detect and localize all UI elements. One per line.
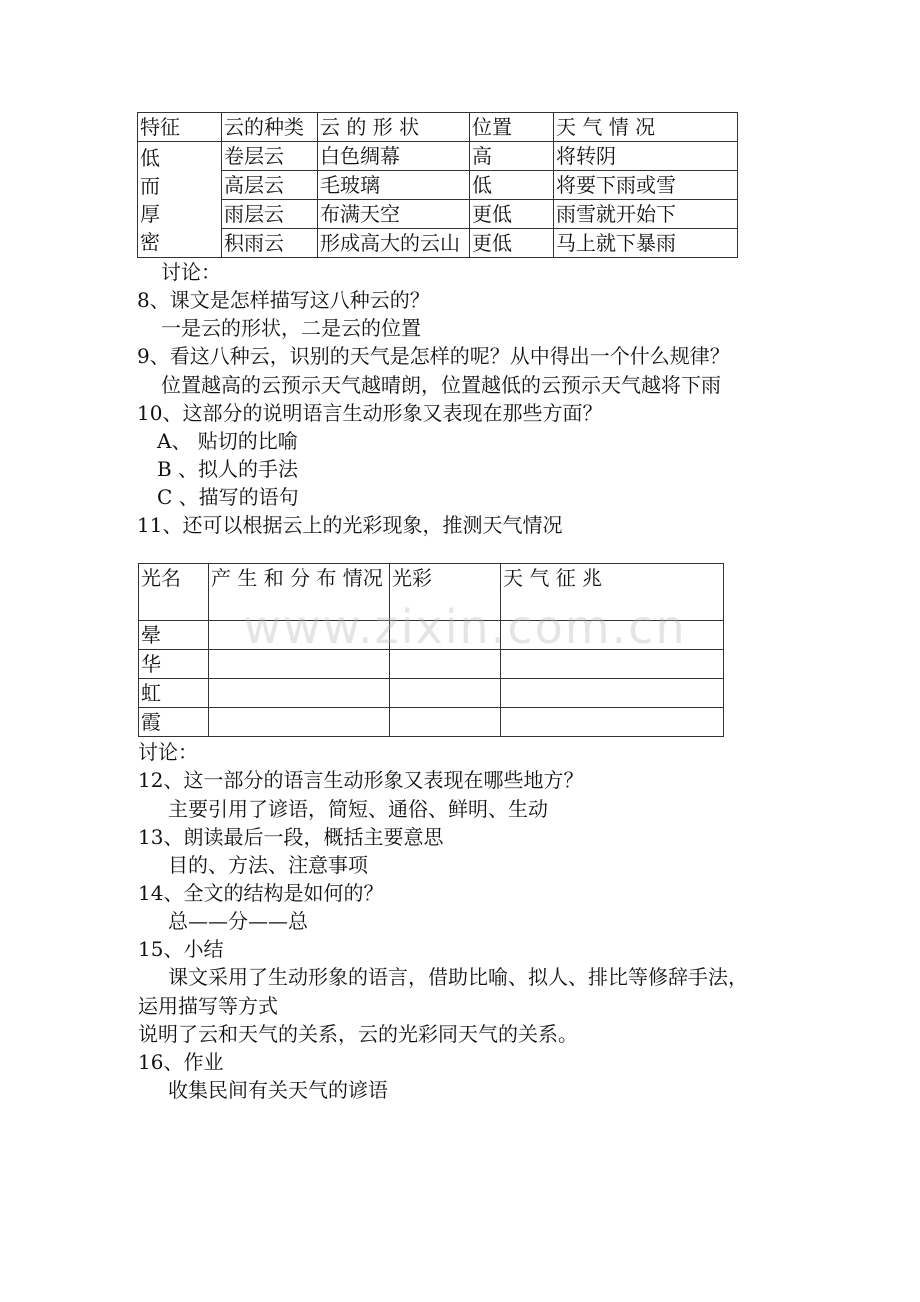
- summary-line-1: 课文采用了生动形象的语言，借助比喻、拟人、排比等修辞手法，: [168, 965, 748, 989]
- table-cell: 虹: [139, 679, 209, 708]
- question-10: 10、这部分的说明语言生动形象又表现在那些方面？: [137, 401, 603, 425]
- watermark: www.zixin.com.cn: [243, 600, 687, 654]
- table-header-cell: 位置: [470, 113, 554, 142]
- table-cell: 华: [139, 650, 209, 679]
- cloud-types-table: [137, 112, 738, 258]
- table-cell: 晕: [139, 621, 209, 650]
- table-cell: 形成高大的云山: [318, 229, 470, 258]
- answer-10-b: B 、拟人的手法: [157, 457, 299, 481]
- question-8: 8、课文是怎样描写这八种云的？: [137, 288, 430, 312]
- table-cell: 雨雪就开始下: [554, 200, 738, 229]
- table-cell: 高层云: [222, 171, 318, 200]
- summary-line-2: 运用描写等方式: [138, 994, 278, 1018]
- table-cell: 更低: [470, 229, 554, 258]
- answer-9: 位置越高的云预示天气越晴朗，位置越低的云预示天气越将下雨: [161, 373, 721, 397]
- table-header-cell: 天 气 情 况: [554, 113, 738, 142]
- table-row: [138, 229, 738, 258]
- table-cell: 白色绸幕: [318, 142, 470, 171]
- table-row: [139, 708, 724, 737]
- answer-10-c: C 、描写的语句: [157, 485, 299, 509]
- table-cell: 将要下雨或雪: [554, 171, 738, 200]
- table-cell: 积雨云: [222, 229, 318, 258]
- question-12: 12、这一部分的语言生动形象又表现在哪些地方？: [138, 768, 584, 792]
- feature-char: 低: [140, 146, 160, 170]
- feature-char: 而: [140, 174, 160, 198]
- discussion-label: 讨论：: [161, 260, 221, 284]
- table-header-cell: 天 气 征 兆: [501, 564, 724, 621]
- question-14: 14、全文的结构是如何的？: [138, 881, 384, 905]
- table-cell: [390, 679, 501, 708]
- table-row: [138, 171, 738, 200]
- table-header-cell: 光彩: [390, 564, 501, 621]
- table-row: [138, 142, 738, 171]
- answer-8: 一是云的形状，二是云的位置: [161, 316, 421, 340]
- table-header-cell: 特征: [138, 113, 222, 142]
- table-cell: 布满天空: [318, 200, 470, 229]
- feature-cell: [138, 142, 222, 258]
- summary-line-3: 说明了云和天气的关系，云的光彩同天气的关系。: [138, 1022, 578, 1046]
- heading-16: 16、作业: [138, 1050, 224, 1074]
- heading-15: 15、小结: [138, 937, 224, 961]
- answer-10-a: A、 贴切的比喻: [157, 429, 298, 453]
- answer-14: 总——分——总: [168, 909, 308, 933]
- table-header-row: [138, 113, 738, 142]
- table-header-cell: 产 生 和 分 布 情况: [209, 564, 390, 621]
- table-cell: 更低: [470, 200, 554, 229]
- table-cell: 雨层云: [222, 200, 318, 229]
- table-header-cell: 云的种类: [222, 113, 318, 142]
- discussion-label: 讨论：: [138, 740, 198, 764]
- table-row: [138, 200, 738, 229]
- table-cell: 卷层云: [222, 142, 318, 171]
- table-cell: [390, 708, 501, 737]
- table-cell: 将转阴: [554, 142, 738, 171]
- table-cell: [501, 708, 724, 737]
- table-header-cell: 云 的 形 状: [318, 113, 470, 142]
- table-cell: 马上就下暴雨: [554, 229, 738, 258]
- feature-char: 厚: [140, 202, 160, 226]
- table-cell: [209, 679, 390, 708]
- question-13: 13、朗读最后一段，概括主要意思: [138, 825, 444, 849]
- table-cell: 低: [470, 171, 554, 200]
- question-9: 9、看这八种云，识别的天气是怎样的呢？从中得出一个什么规律？: [137, 344, 730, 368]
- table-cell: 霞: [139, 708, 209, 737]
- table-row: [139, 679, 724, 708]
- table-cell: 高: [470, 142, 554, 171]
- table-header-cell: 光名: [139, 564, 209, 621]
- feature-char: 密: [140, 230, 160, 254]
- table-cell: [209, 708, 390, 737]
- answer-13: 目的、方法、注意事项: [168, 853, 368, 877]
- homework-text: 收集民间有关天气的谚语: [168, 1078, 388, 1102]
- table-cell: [501, 679, 724, 708]
- answer-12: 主要引用了谚语，简短、通俗、鲜明、生动: [168, 797, 548, 821]
- table-cell: 毛玻璃: [318, 171, 470, 200]
- question-11: 11、还可以根据云上的光彩现象，推测天气情况: [137, 513, 563, 537]
